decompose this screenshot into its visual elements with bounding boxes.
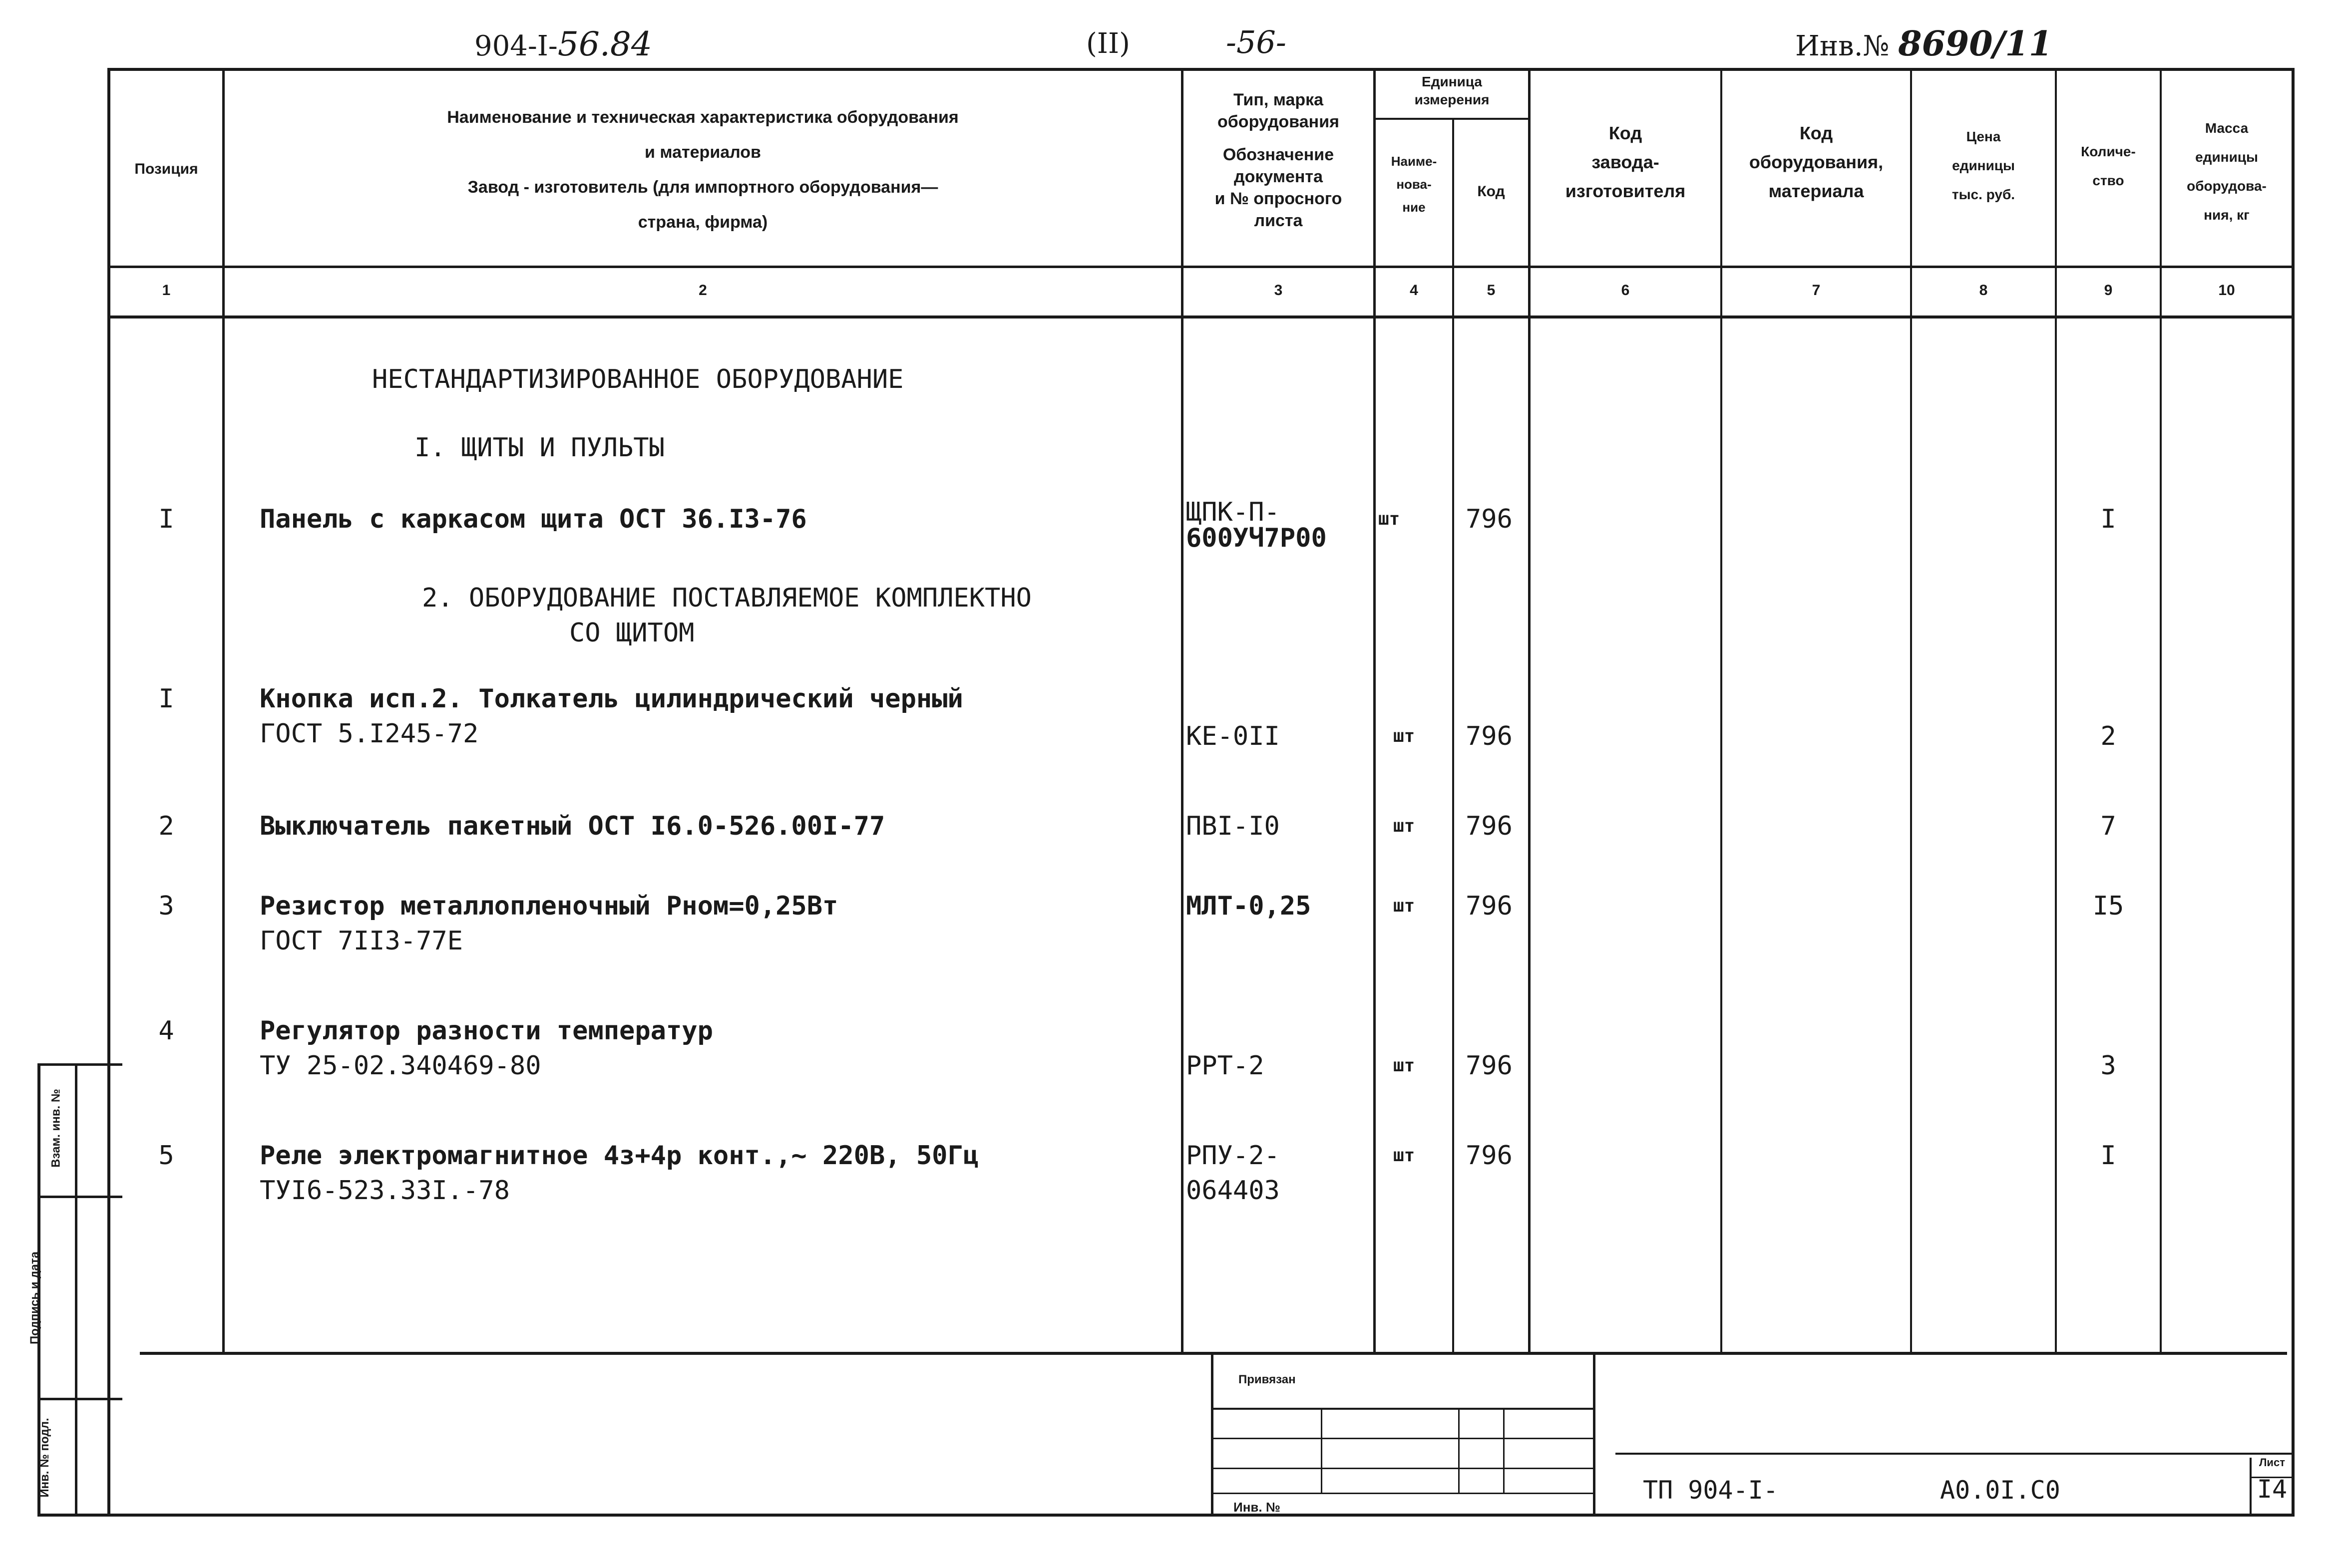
header-unit-price xyxy=(1912,122,2055,209)
row-code: 796 xyxy=(1466,891,1513,921)
volume-label: (II) xyxy=(1086,27,1130,60)
row-unit: шт xyxy=(1378,509,1400,529)
sheet-label: Лист xyxy=(2259,1456,2285,1469)
row-name-line1: Реле электромагнитное 4з+4р конт.,~ 220В, 50Гц xyxy=(260,1141,979,1171)
header-name-characteristics xyxy=(225,100,1181,240)
side-label-original-inventory: Инв. № подл. xyxy=(38,1418,51,1498)
row-type-line1: ЩПК-П- xyxy=(1186,497,1280,527)
page-number-handwritten: -56- xyxy=(1226,24,1286,60)
header-type-line6: листа xyxy=(1254,211,1303,230)
row-type-line1: КЕ-0II xyxy=(1186,721,1280,751)
header-name-line2: и материалов xyxy=(645,143,761,162)
column-number-7: 7 xyxy=(1812,282,1821,299)
header-unit-name-line3: ние xyxy=(1402,200,1426,215)
column-number-1: 1 xyxy=(162,282,171,299)
header-position: Позиция xyxy=(134,161,198,177)
header-equip-line2: оборудования, xyxy=(1749,152,1884,172)
header-mfr-line2: завода- xyxy=(1591,152,1659,172)
row-type-line1: ПВI-I0 xyxy=(1186,811,1280,841)
header-type-line5: и № опросного xyxy=(1214,189,1342,208)
header-type-line4: документа xyxy=(1234,167,1323,186)
header-mass-line1: Масса xyxy=(2205,120,2249,136)
side-label-replacement-inventory: Взам. инв. № xyxy=(49,1089,63,1168)
header-mfr-line3: изготовителя xyxy=(1565,181,1686,201)
section-1-heading: I. ЩИТЫ И ПУЛЬТЫ xyxy=(414,433,665,463)
header-name-line3: Завод - изготовитель (для импортного оборудования— xyxy=(467,178,938,197)
row-quantity: I5 xyxy=(2092,891,2124,921)
inventory-label: Инв.№ xyxy=(1795,30,1890,62)
inventory-handwritten: 8690/11 xyxy=(1898,24,2053,64)
header-mass-line2: единицы xyxy=(2195,149,2258,165)
header-unit-name-line1: Наиме- xyxy=(1391,154,1437,169)
column-number-2: 2 xyxy=(699,282,707,299)
series-prefix: 904-I- xyxy=(474,30,558,62)
sheet-number: I4 xyxy=(2257,1475,2288,1504)
row-position: 3 xyxy=(158,891,174,921)
header-unit-code: Код xyxy=(1477,183,1505,200)
header-equip-line1: Код xyxy=(1799,123,1833,143)
inventory-number xyxy=(1795,24,2052,64)
header-name-line1: Наименование и техническая характеристика оборудования xyxy=(447,108,959,127)
header-equip-line3: материала xyxy=(1768,181,1864,201)
row-position: I xyxy=(158,684,174,714)
section-2-heading-line2: СО ЩИТОМ xyxy=(569,618,695,648)
document-code-suffix: А0.0I.С0 xyxy=(1940,1476,2060,1505)
header-price-line2: единицы xyxy=(1952,158,2015,173)
header-unit-line1: Единица xyxy=(1422,74,1482,89)
row-quantity: 3 xyxy=(2100,1051,2116,1081)
header-unit-name xyxy=(1376,150,1452,219)
header-type-line3: Обозначение xyxy=(1222,145,1334,164)
header-mfr-line1: Код xyxy=(1608,123,1642,143)
row-position: 4 xyxy=(158,1016,174,1046)
series-handwritten: 56.84 xyxy=(557,25,652,63)
column-number-3: 3 xyxy=(1274,282,1283,299)
stamp-inventory-label: Инв. № xyxy=(1233,1500,1280,1515)
row-unit: шт xyxy=(1393,1055,1415,1076)
row-code: 796 xyxy=(1466,721,1513,751)
header-price-line1: Цена xyxy=(1966,129,2001,144)
row-code: 796 xyxy=(1466,811,1513,841)
column-number-8: 8 xyxy=(1979,282,1988,299)
header-qty-line1: Количе- xyxy=(2081,144,2136,159)
row-code: 796 xyxy=(1466,1141,1513,1171)
row-quantity: 7 xyxy=(2100,811,2116,841)
header-mass-line4: ния, кг xyxy=(2204,207,2250,223)
header-quantity xyxy=(2057,137,2160,195)
row-quantity: 2 xyxy=(2100,721,2116,751)
column-number-10: 10 xyxy=(2218,282,2235,299)
row-type-line2: 600УЧ7Р00 xyxy=(1186,523,1327,553)
row-name-line2: ТУ 25-02.340469-80 xyxy=(260,1051,541,1081)
row-position: I xyxy=(158,504,174,534)
header-type-line2: оборудования xyxy=(1217,112,1339,131)
series-number xyxy=(474,25,652,63)
column-number-5: 5 xyxy=(1487,282,1496,299)
row-type-line1: МЛТ-0,25 xyxy=(1186,891,1311,921)
header-manufacturer-code xyxy=(1531,119,1720,206)
header-unit-group xyxy=(1376,73,1528,109)
row-name-line2: ГОСТ 5.I245-72 xyxy=(260,719,479,749)
header-unit-line2: измерения xyxy=(1414,92,1490,107)
row-name-line1: Кнопка исп.2. Толкатель цилиндрический черный xyxy=(260,684,963,714)
row-unit: шт xyxy=(1393,896,1415,916)
row-type-line1: РПУ-2- xyxy=(1186,1141,1280,1171)
row-name-line1: Регулятор разности температур xyxy=(260,1016,713,1046)
column-number-4: 4 xyxy=(1410,282,1418,299)
row-unit: шт xyxy=(1393,726,1415,746)
row-name-line1: Резистор металлопленочный Рном=0,25Вт xyxy=(260,891,838,921)
header-type-mark xyxy=(1183,89,1373,232)
row-unit: шт xyxy=(1393,1145,1415,1166)
section-title: НЕСТАНДАРТИЗИРОВАННОЕ ОБОРУДОВАНИЕ xyxy=(372,364,904,394)
header-price-line3: тыс. руб. xyxy=(1951,187,2015,202)
row-quantity: I xyxy=(2100,504,2116,534)
row-type-line2: 064403 xyxy=(1186,1176,1280,1206)
row-name-line1: Панель с каркасом щита ОСТ 36.I3-76 xyxy=(260,504,807,534)
column-number-9: 9 xyxy=(2104,282,2113,299)
row-unit: шт xyxy=(1393,816,1415,836)
side-label-signature-date: Подпись и дата xyxy=(28,1252,41,1344)
row-code: 796 xyxy=(1466,1051,1513,1081)
header-unit-name-line2: нова- xyxy=(1396,177,1432,192)
header-equipment-code xyxy=(1722,119,1910,206)
row-name-line1: Выключатель пакетный ОСТ I6.0-526.00I-77 xyxy=(260,811,885,841)
header-type-line1: Тип, марка xyxy=(1233,90,1324,109)
row-position: 5 xyxy=(158,1141,174,1171)
column-number-6: 6 xyxy=(1621,282,1630,299)
row-position: 2 xyxy=(158,811,174,841)
header-name-line4: страна, фирма) xyxy=(638,213,768,232)
stamp-privyazan-label: Привязан xyxy=(1238,1373,1296,1386)
header-qty-line2: ство xyxy=(2092,173,2124,188)
row-name-line2: ГОСТ 7II3-77Е xyxy=(260,926,463,956)
row-type-line1: РРТ-2 xyxy=(1186,1051,1264,1081)
row-name-line2: ТУI6-523.33I.-78 xyxy=(260,1176,510,1206)
row-quantity: I xyxy=(2100,1141,2116,1171)
header-mass-line3: оборудова- xyxy=(2187,178,2267,194)
document-code: ТП 904-I- xyxy=(1643,1476,1778,1505)
row-code: 796 xyxy=(1466,504,1513,534)
section-2-heading-line1: 2. ОБОРУДОВАНИЕ ПОСТАВЛЯЕМОЕ КОМПЛЕКТНО xyxy=(422,583,1032,613)
header-unit-mass xyxy=(2162,114,2292,230)
